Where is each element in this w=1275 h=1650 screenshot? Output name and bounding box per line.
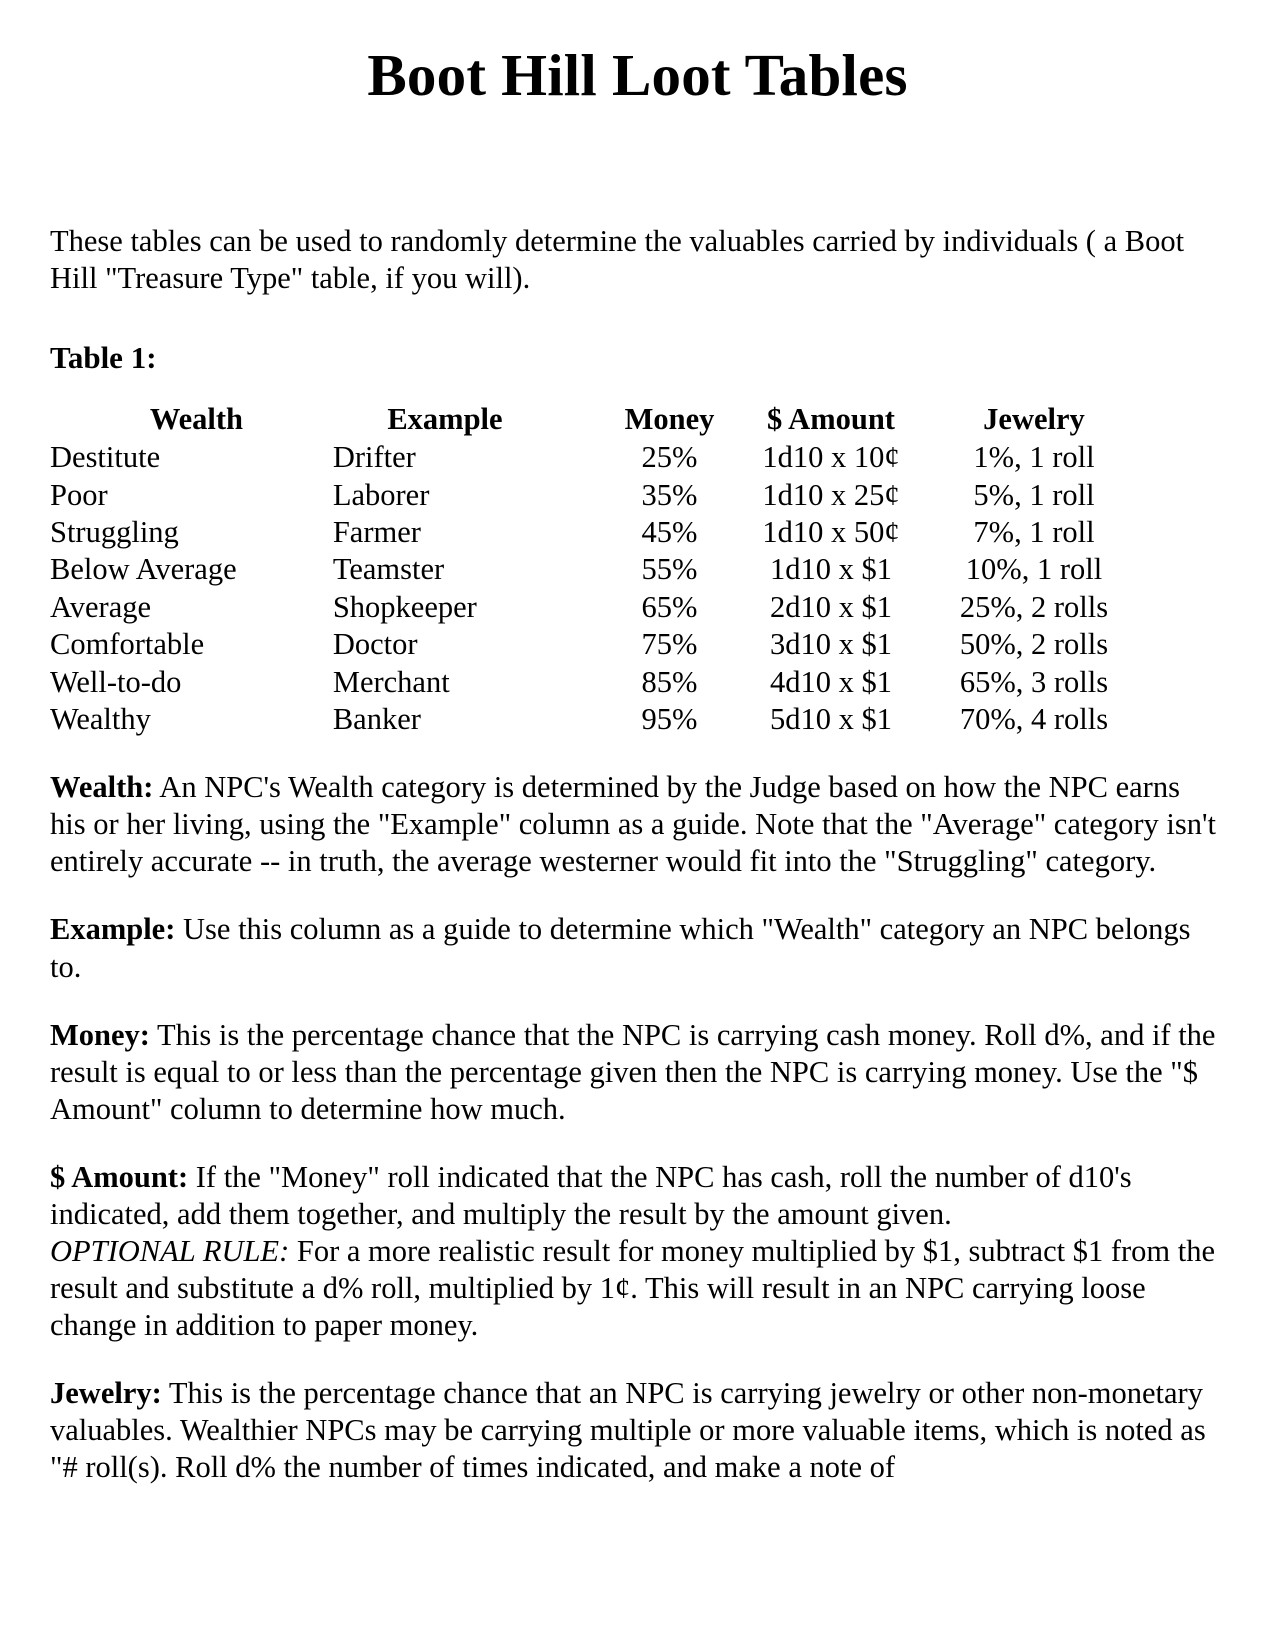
optional-rule-term: OPTIONAL RULE: — [50, 1233, 290, 1268]
definition-body-money: This is the percentage chance that the NPC is carrying cash money. Roll d%, and if the result is equal to or less than the percentage given then the NPC is carrying money. Use the "$ Amount" column to determine how much. — [50, 1017, 1216, 1126]
definition-term-money: Money: — [50, 1017, 150, 1052]
cell-amount: 1d10 x 25¢ — [762, 477, 900, 512]
table-row — [50, 664, 1140, 701]
cell-money: 45% — [641, 515, 698, 550]
definition-body-jewelry: This is the percentage chance that an NPC is carrying jewelry or other non-monetary valuables. Wealthier NPCs may be carrying multiple or more valuable items, which is noted as "# roll(s). Roll d% the number of times indicated, and make a note of — [50, 1375, 1206, 1485]
cell-example: Teamster — [332, 552, 445, 587]
definition-term-wealth: Wealth: — [50, 770, 154, 805]
loot-table-1 — [50, 402, 1140, 738]
definition-term-amount: $ Amount: — [50, 1159, 189, 1194]
table-row — [50, 626, 1140, 663]
definition-example — [50, 911, 1220, 985]
cell-wealth: Below Average — [50, 552, 237, 587]
definition-jewelry — [50, 1375, 1220, 1486]
column-header-jewelry: Jewelry — [983, 401, 1085, 436]
cell-money: 85% — [641, 664, 698, 699]
cell-wealth: Wealthy — [50, 701, 151, 736]
cell-example: Drifter — [332, 440, 416, 475]
cell-money: 25% — [641, 440, 698, 475]
cell-jewelry: 7%, 1 roll — [973, 515, 1095, 550]
cell-example: Doctor — [332, 627, 418, 662]
table-header-row — [50, 402, 1140, 439]
cell-wealth: Comfortable — [50, 627, 205, 662]
column-header-example: Example — [387, 401, 503, 436]
cell-wealth: Struggling — [50, 515, 179, 550]
table-row — [50, 477, 1140, 514]
cell-jewelry: 50%, 2 rolls — [959, 627, 1109, 662]
definition-money — [50, 1017, 1220, 1128]
cell-money: 65% — [641, 589, 698, 624]
cell-amount: 5d10 x $1 — [769, 701, 892, 736]
cell-amount: 1d10 x $1 — [769, 552, 892, 587]
cell-wealth: Average — [50, 589, 152, 624]
table-row — [50, 551, 1140, 588]
cell-example: Shopkeeper — [332, 589, 477, 624]
column-header-amount: $ Amount — [766, 401, 895, 436]
cell-wealth: Well-to-do — [50, 664, 182, 699]
cell-money: 75% — [641, 627, 698, 662]
cell-example: Laborer — [332, 477, 430, 512]
cell-amount: 4d10 x $1 — [769, 664, 892, 699]
cell-jewelry: 10%, 1 roll — [965, 552, 1103, 587]
optional-rule-body: For a more realistic result for money multiplied by $1, subtract $1 from the result and substitute a d% roll, multiplied by 1¢. This will result in an NPC carrying loose change in addition to paper money. — [50, 1233, 1216, 1342]
cell-amount: 1d10 x 10¢ — [762, 440, 900, 475]
column-header-money: Money — [624, 401, 715, 436]
table-row — [50, 701, 1140, 738]
cell-jewelry: 25%, 2 rolls — [959, 589, 1109, 624]
cell-money: 95% — [641, 701, 698, 736]
cell-jewelry: 65%, 3 rolls — [959, 664, 1109, 699]
table-1-heading: Table 1: — [50, 339, 157, 375]
definition-body-example: Use this column as a guide to determine which "Wealth" category an NPC belongs to. — [50, 912, 1191, 984]
table-row — [50, 439, 1140, 476]
table-row — [50, 589, 1140, 626]
cell-amount: 3d10 x $1 — [769, 627, 892, 662]
definition-term-jewelry: Jewelry: — [50, 1375, 162, 1410]
column-header-wealth: Wealth — [149, 401, 244, 436]
cell-wealth: Destitute — [50, 440, 161, 475]
intro-paragraph: These tables can be used to randomly determine the valuables carried by individuals ( a Boot Hill "Treasure Type" table, if you will). — [50, 224, 1185, 295]
definition-body-amount: If the "Money" roll indicated that the NPC has cash, roll the number of d10's indicated, add them together, and multiply the result by the amount given. — [50, 1159, 1132, 1231]
definition-amount — [50, 1159, 1220, 1344]
cell-example: Farmer — [332, 515, 421, 550]
document-body — [50, 223, 1220, 1486]
cell-jewelry: 70%, 4 rolls — [959, 701, 1109, 736]
page-title: Boot Hill Loot Tables — [367, 42, 908, 108]
cell-money: 35% — [641, 477, 698, 512]
definition-body-wealth: An NPC's Wealth category is determined by the Judge based on how the NPC earns his or her living, using the "Example" column as a guide. Note that the "Average" category isn't entirely accurate -- in truth, the average westerner would fit into the "Struggling" category. — [50, 770, 1216, 879]
cell-money: 55% — [641, 552, 698, 587]
cell-jewelry: 5%, 1 roll — [973, 477, 1095, 512]
cell-amount: 2d10 x $1 — [769, 589, 892, 624]
cell-example: Merchant — [332, 664, 450, 699]
definition-wealth — [50, 769, 1220, 880]
definition-term-example: Example: — [50, 912, 176, 947]
cell-wealth: Poor — [50, 477, 108, 512]
cell-jewelry: 1%, 1 roll — [973, 440, 1095, 475]
cell-amount: 1d10 x 50¢ — [762, 515, 900, 550]
table-row — [50, 514, 1140, 551]
cell-example: Banker — [332, 701, 421, 736]
